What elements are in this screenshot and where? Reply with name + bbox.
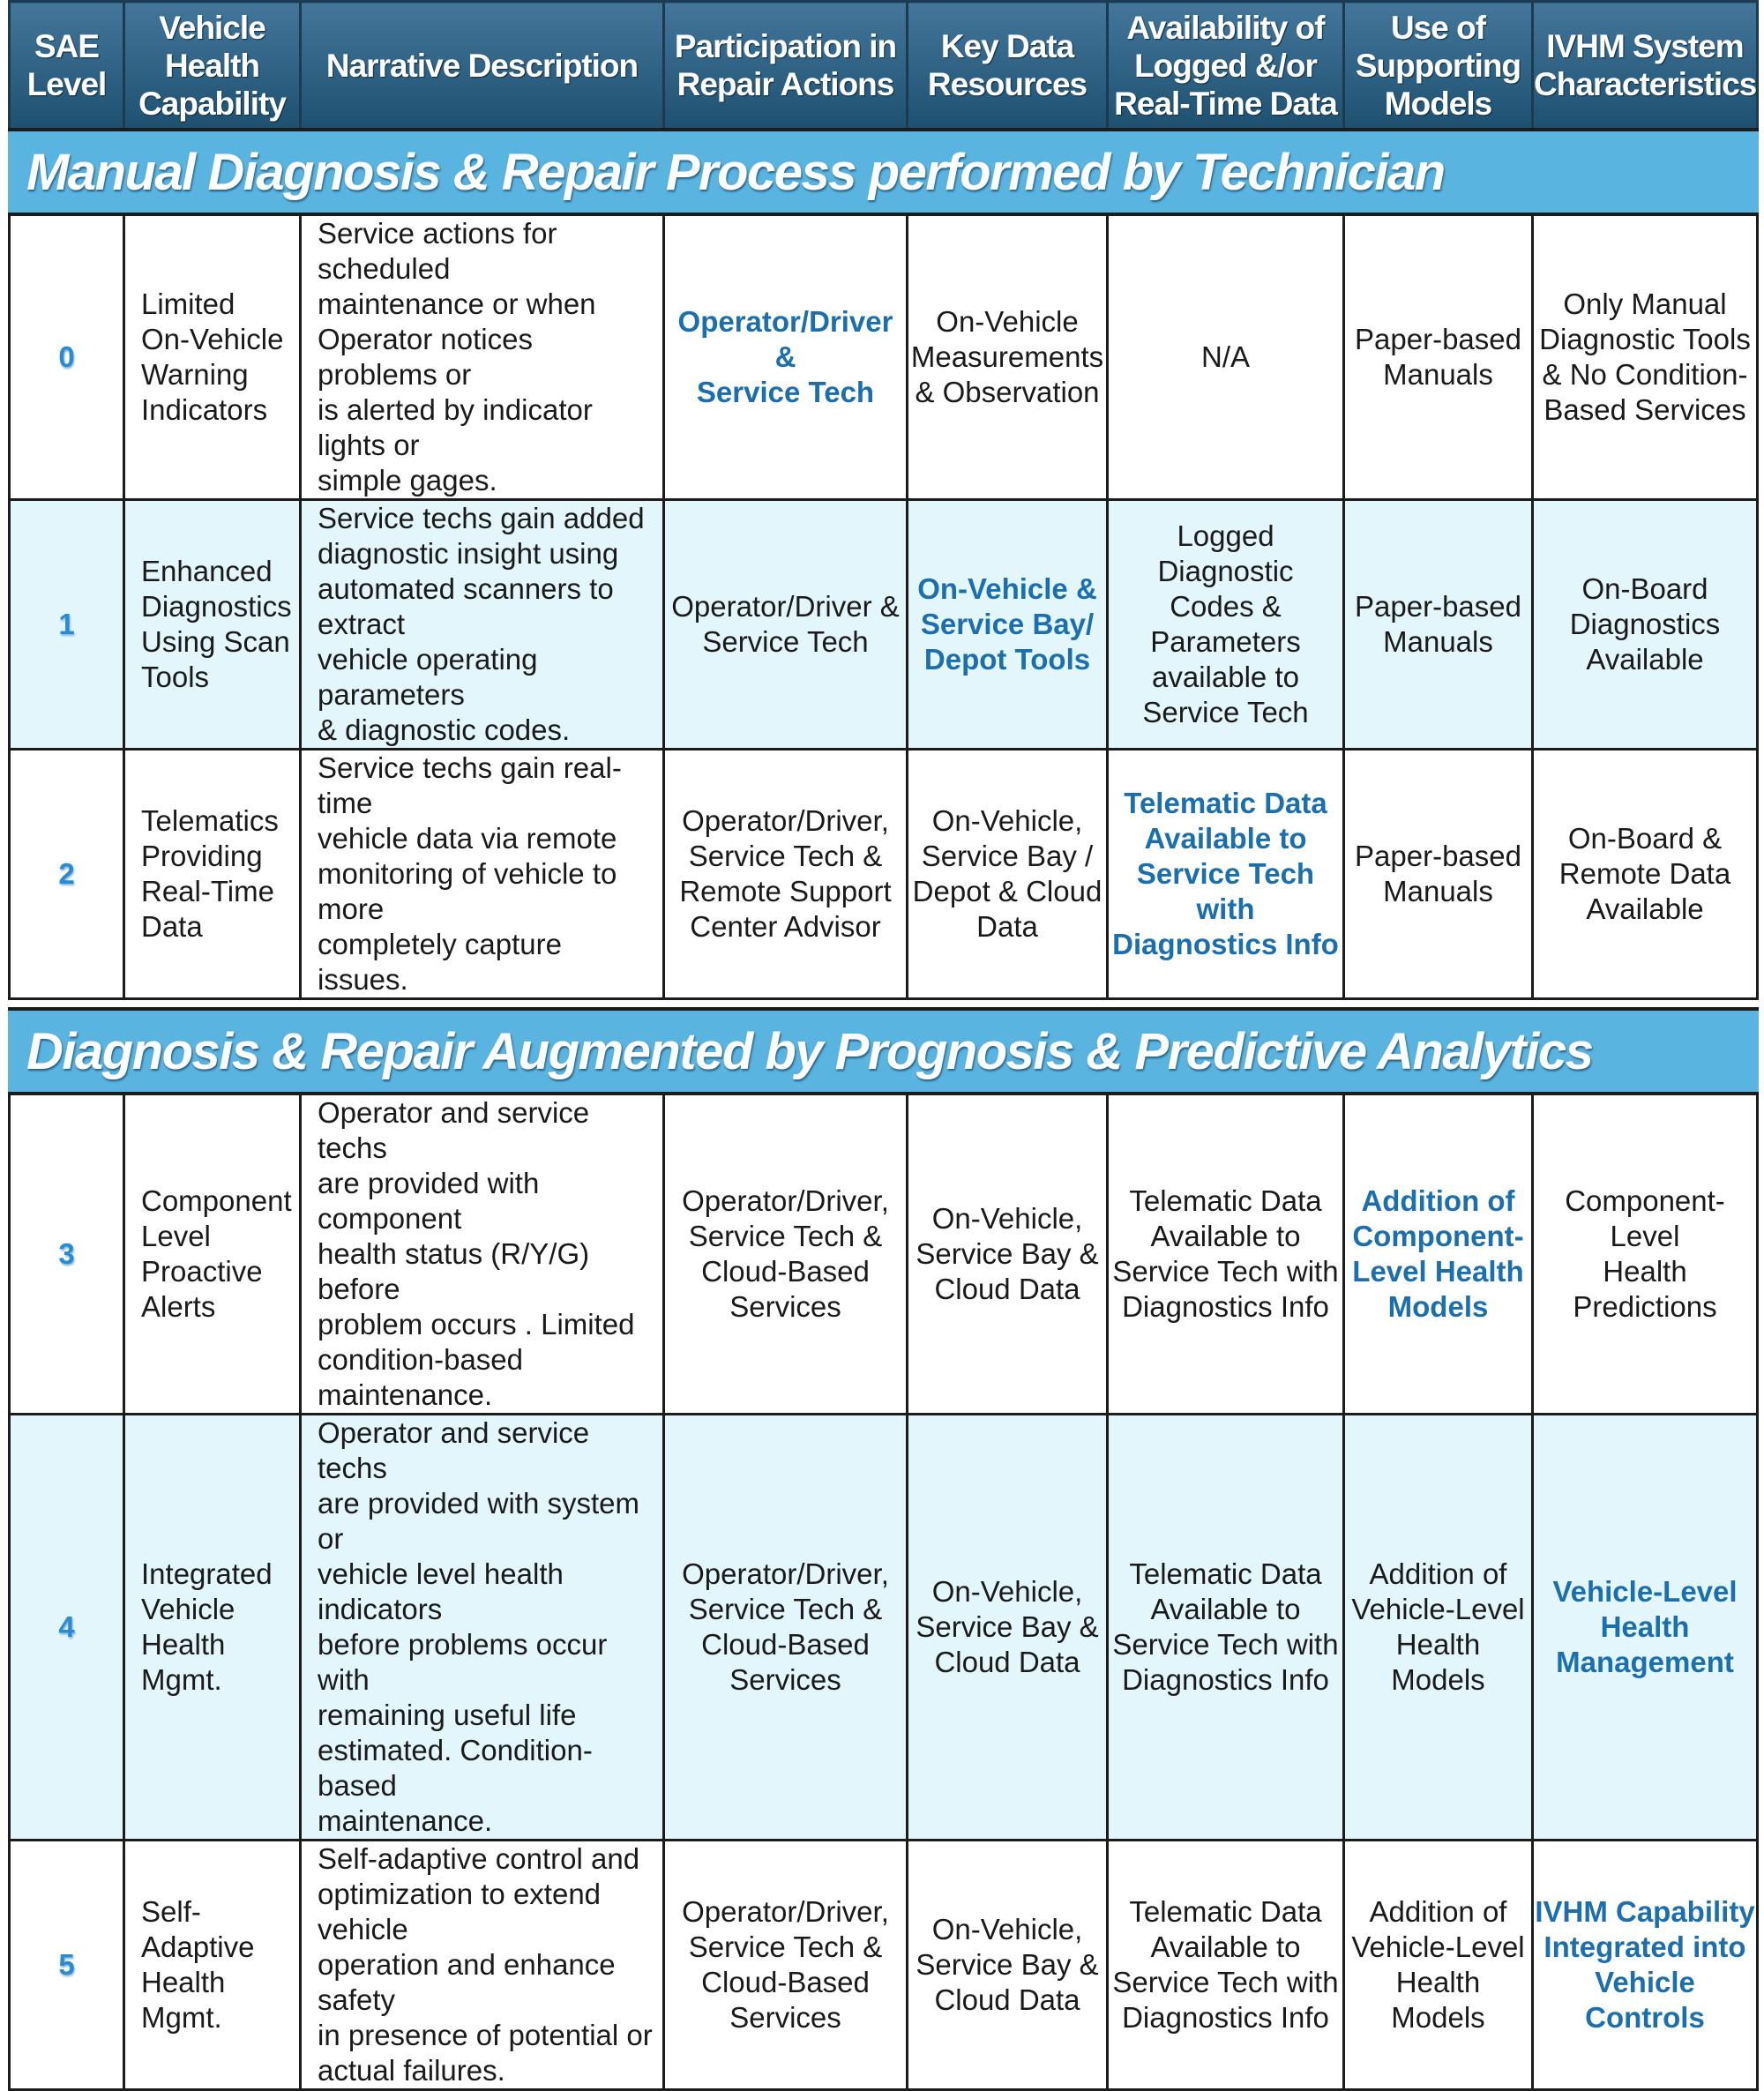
key-data-cell: On-Vehicle, Service Bay & Cloud Data — [908, 1094, 1108, 1415]
description-cell: Service techs gain added diagnostic insight using automated scanners to extract vehicle operating parameters & diagnostic codes. — [301, 500, 664, 750]
level-number: 1 — [10, 500, 124, 750]
participation-cell: Operator/Driver, Service Tech & Cloud-Based Services — [664, 1841, 908, 2090]
availability-cell: Telematic Data Available to Service Tech with Diagnostics Info — [1108, 1094, 1344, 1415]
availability-cell: Logged Diagnostic Codes & Parameters available to Service Tech — [1108, 500, 1344, 750]
models-cell: Addition of Vehicle-Level Health Models — [1344, 1415, 1533, 1841]
ivhm-cell: IVHM Capability Integrated into Vehicle Controls — [1533, 1841, 1758, 2090]
header-supporting-models: Use of Supporting Models — [1344, 2, 1533, 131]
level-number: 3 — [10, 1094, 124, 1415]
participation-cell: Operator/Driver & Service Tech — [664, 500, 908, 750]
header-vehicle-health-capability: Vehicle Health Capability — [124, 2, 301, 131]
key-data-cell: On-Vehicle, Service Bay / Depot & Cloud Data — [908, 750, 1108, 999]
ivhm-cell: Component-Level Health Predictions — [1533, 1094, 1758, 1415]
ivhm-cell: Only Manual Diagnostic Tools & No Condition- Based Services — [1533, 214, 1758, 500]
ivhm-cell: On-Board & Remote Data Available — [1533, 750, 1758, 999]
section-row-manual — [10, 130, 1758, 214]
availability-cell: Telematic Data Available to Service Tech with Diagnostics Info — [1108, 750, 1344, 999]
capability-cell: Component Level Proactive Alerts — [124, 1094, 301, 1415]
capability-cell: Integrated Vehicle Health Mgmt. — [124, 1415, 301, 1841]
section-spacer — [10, 999, 1758, 1010]
header-availability: Availability of Logged &/or Real-Time Data — [1108, 2, 1344, 131]
header-row — [10, 2, 1758, 131]
section-row-augmented — [10, 1009, 1758, 1094]
availability-cell: N/A — [1108, 214, 1344, 500]
sae-ivhm-levels-table — [8, 0, 1759, 2091]
ivhm-cell: Vehicle-Level Health Management — [1533, 1415, 1758, 1841]
header-ivhm: IVHM System Characteristics — [1533, 2, 1758, 131]
sae-ivhm-levels-table-wrapper — [8, 0, 1757, 2087]
models-cell: Paper-based Manuals — [1344, 750, 1533, 999]
table-row — [10, 214, 1758, 500]
key-data-cell: On-Vehicle, Service Bay & Cloud Data — [908, 1841, 1108, 2090]
header-narrative-description: Narrative Description — [301, 2, 664, 131]
description-cell: Service actions for scheduled maintenance or when Operator notices problems or is alerted by indicator lights or simple gages. — [301, 214, 664, 500]
capability-cell: Enhanced Diagnostics Using Scan Tools — [124, 500, 301, 750]
key-data-cell: On-Vehicle, Service Bay & Cloud Data — [908, 1415, 1108, 1841]
section-spacer-cell — [10, 999, 1758, 1010]
participation-cell: Operator/Driver, Service Tech & Remote Support Center Advisor — [664, 750, 908, 999]
models-cell: Addition of Vehicle-Level Health Models — [1344, 1841, 1533, 2090]
capability-cell: Telematics Providing Real-Time Data — [124, 750, 301, 999]
table-row — [10, 1415, 1758, 1841]
table-row — [10, 1841, 1758, 2090]
participation-cell: Operator/Driver & Service Tech — [664, 214, 908, 500]
table-row — [10, 750, 1758, 999]
header-sae-level: SAE Level — [10, 2, 124, 131]
header-participation: Participation in Repair Actions — [664, 2, 908, 131]
availability-cell: Telematic Data Available to Service Tech with Diagnostics Info — [1108, 1415, 1344, 1841]
participation-cell: Operator/Driver, Service Tech & Cloud-Based Services — [664, 1415, 908, 1841]
level-number: 4 — [10, 1415, 124, 1841]
section-title-manual: Manual Diagnosis & Repair Process performed by Technician — [10, 130, 1758, 214]
level-number: 2 — [10, 750, 124, 999]
participation-cell: Operator/Driver, Service Tech & Cloud-Based Services — [664, 1094, 908, 1415]
description-cell: Service techs gain real-time vehicle data via remote monitoring of vehicle to more completely capture issues. — [301, 750, 664, 999]
section-title-augmented: Diagnosis & Repair Augmented by Prognosis & Predictive Analytics — [10, 1009, 1758, 1094]
key-data-cell: On-Vehicle & Service Bay/ Depot Tools — [908, 500, 1108, 750]
availability-cell: Telematic Data Available to Service Tech with Diagnostics Info — [1108, 1841, 1344, 2090]
ivhm-cell: On-Board Diagnostics Available — [1533, 500, 1758, 750]
capability-cell: Self- Adaptive Health Mgmt. — [124, 1841, 301, 2090]
level-number: 5 — [10, 1841, 124, 2090]
models-cell: Paper-based Manuals — [1344, 214, 1533, 500]
table-row — [10, 500, 1758, 750]
description-cell: Self-adaptive control and optimization to extend vehicle operation and enhance safety in presence of potential or actual failures. — [301, 1841, 664, 2090]
description-cell: Operator and service techs are provided with component health status (R/Y/G) before problem occurs . Limited condition-based maintenance. — [301, 1094, 664, 1415]
key-data-cell: On-Vehicle Measurements & Observation — [908, 214, 1108, 500]
table-row — [10, 1094, 1758, 1415]
capability-cell: Limited On-Vehicle Warning Indicators — [124, 214, 301, 500]
header-key-data: Key Data Resources — [908, 2, 1108, 131]
description-cell: Operator and service techs are provided with system or vehicle level health indicators before problems occur with remaining useful life estimated. Condition-based maintenance. — [301, 1415, 664, 1841]
models-cell: Paper-based Manuals — [1344, 500, 1533, 750]
models-cell: Addition of Component- Level Health Models — [1344, 1094, 1533, 1415]
level-number: 0 — [10, 214, 124, 500]
